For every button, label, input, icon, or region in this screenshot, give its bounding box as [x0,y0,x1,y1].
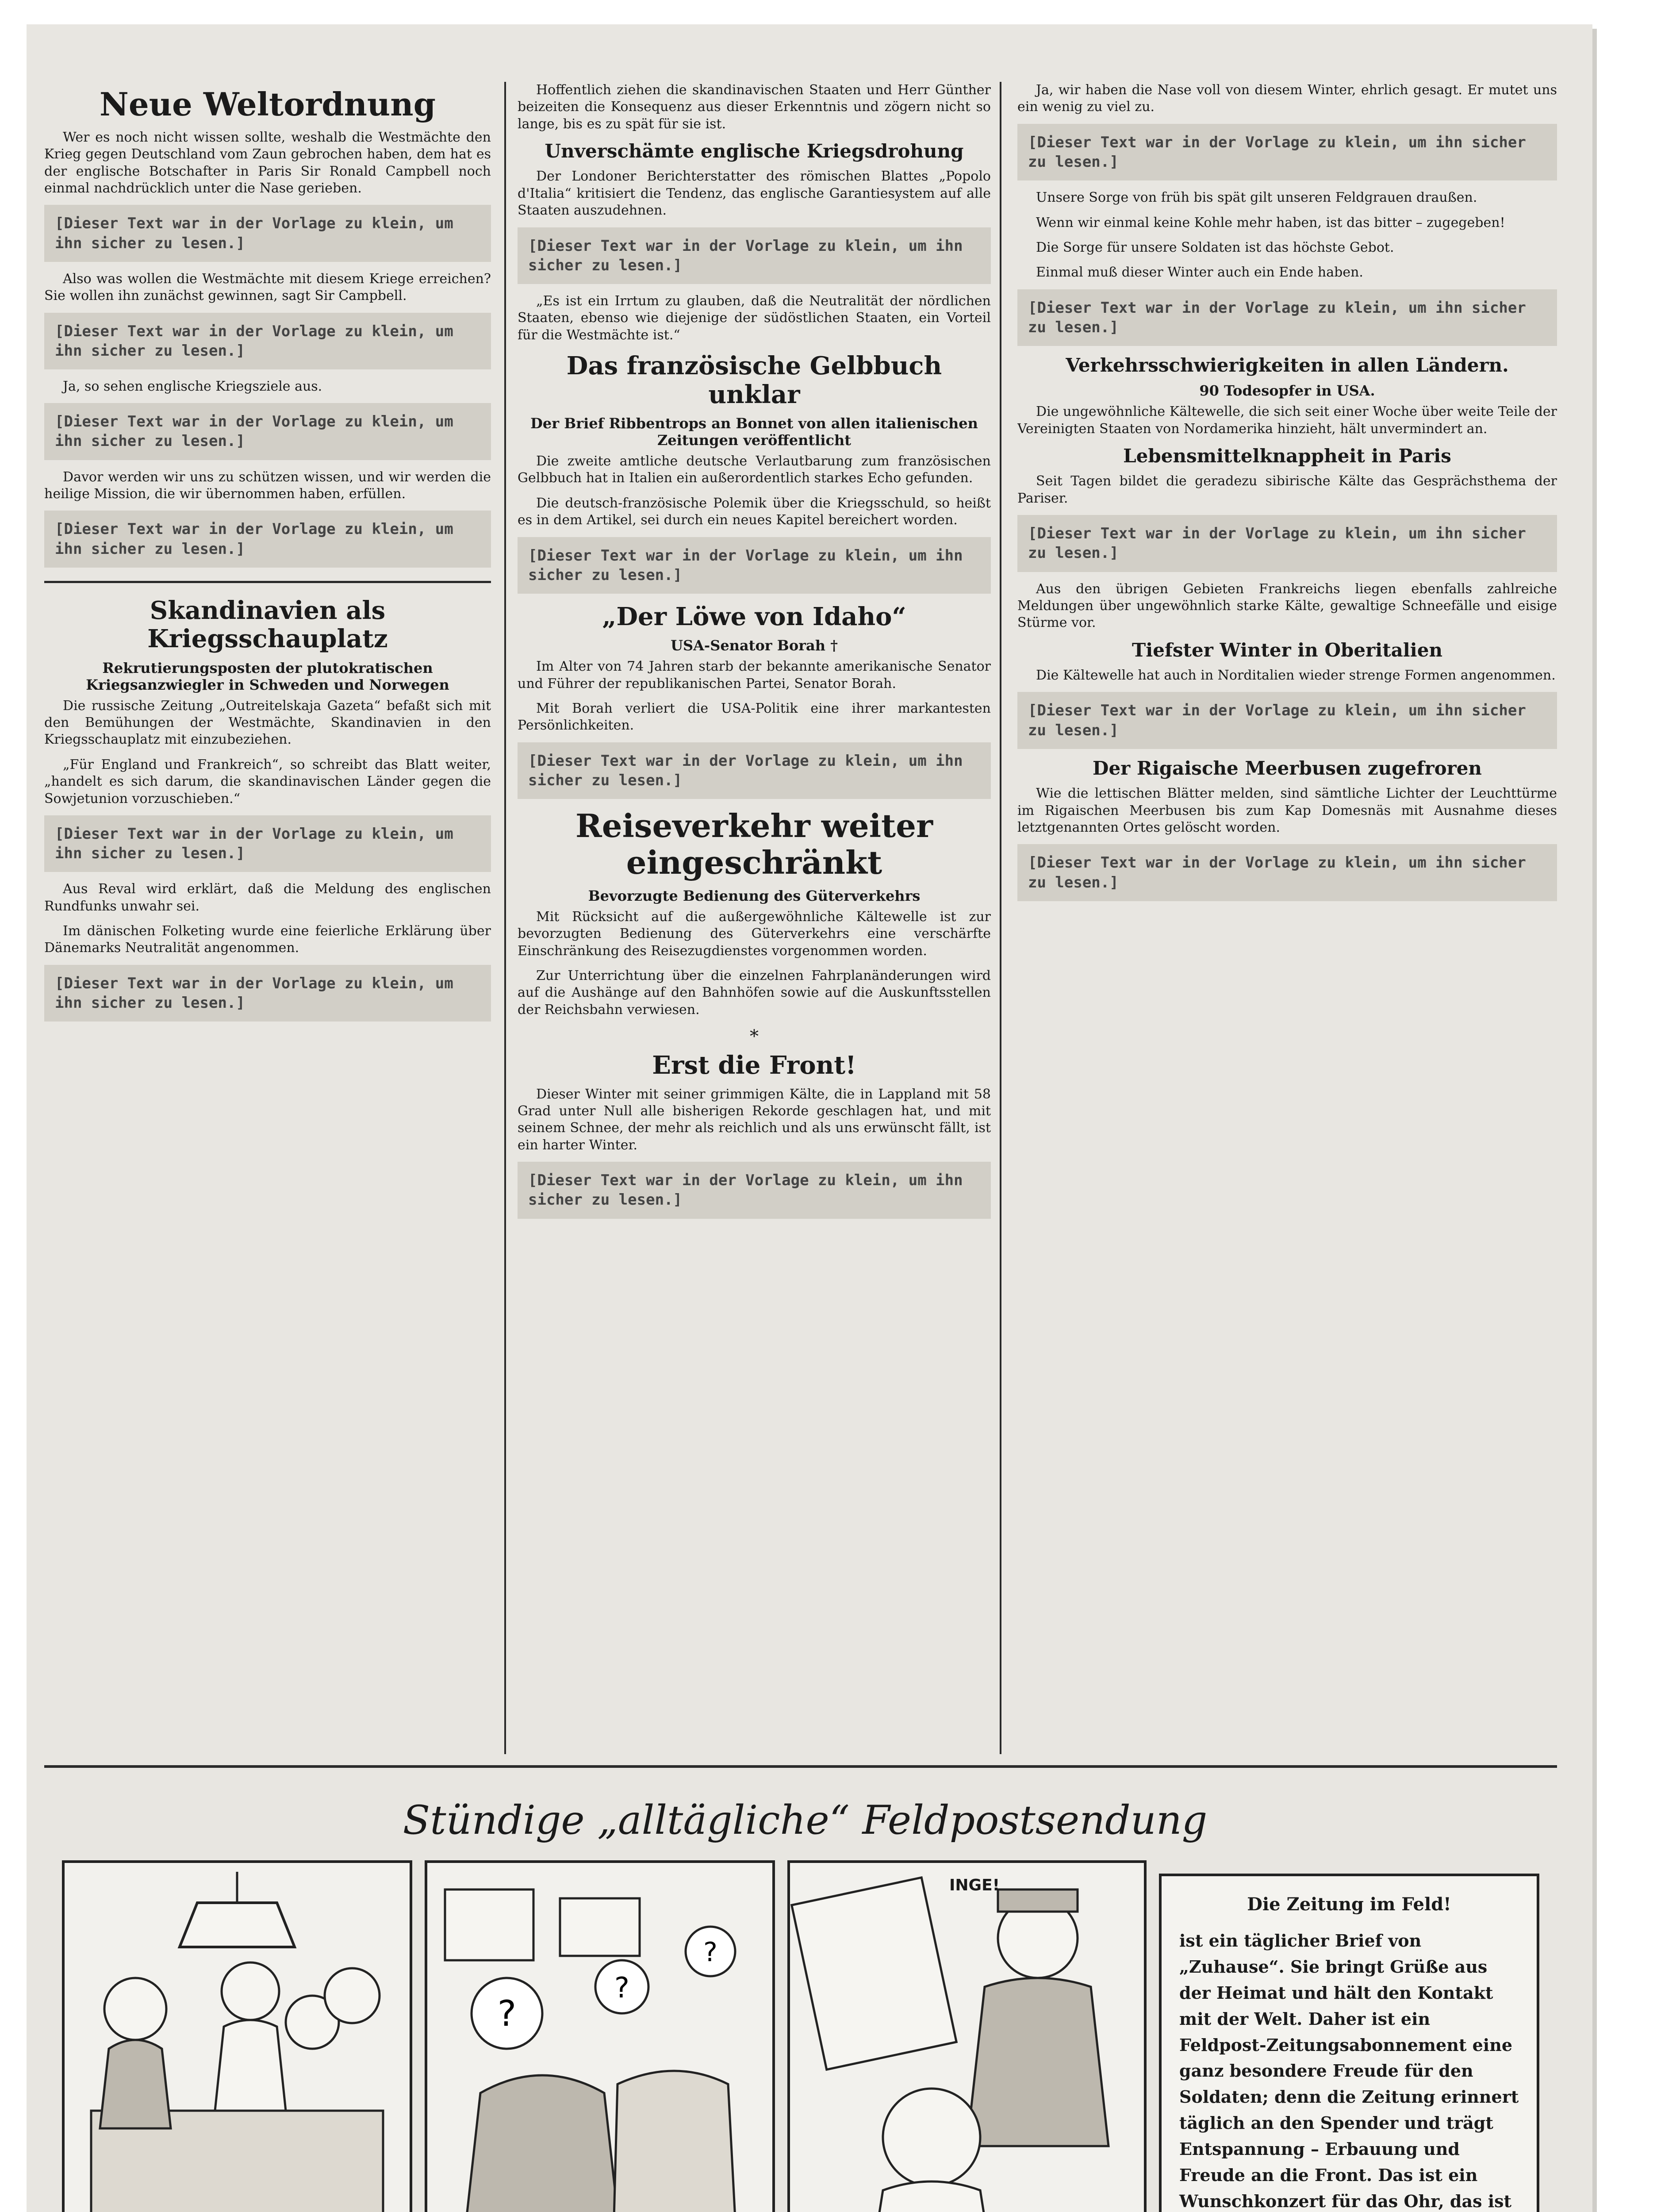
comic-panel-question [425,1860,775,2212]
article-paragraph: Die Sorge für unsere Soldaten ist das höchste Gebot. [1036,239,1394,255]
article-paragraph: Also was wollen die Westmächte mit diesem Kriege erreichen? Sie wollen ihn zunächst gewinnen, sagt Sir Campbell. [44,271,491,304]
article-paragraph: Mit Borah verliert die USA-Politik eine ihrer markantesten Persönlichkeiten. [518,701,991,733]
svg-text:?: ? [703,1937,717,1968]
placeholder-note: [Dieser Text war in der Vorlage zu klein, um ihn sicher zu lesen.] [1017,515,1557,572]
speech-label: INGE! [949,1876,1000,1894]
svg-text:?: ? [497,1993,517,2034]
article-paragraph: Ja, wir haben die Nase voll von diesem Winter, ehrlich gesagt. Er mutet uns ein wenig zu viel zu. [1017,82,1557,115]
placeholder-note: [Dieser Text war in der Vorlage zu klein, um ihn sicher zu lesen.] [518,742,991,799]
article-paragraph: Einmal muß dieser Winter auch ein Ende haben. [1036,265,1363,280]
article-paragraph: Im dänischen Folketing wurde eine feierliche Erklärung über Dänemarks Neutralität angenommen. [44,923,491,956]
article-subtitle: 90 Todesopfer in USA. [1199,382,1375,399]
article-paragraph: Die Kältewelle hat auch in Norditalien wieder strenge Formen angenommen. [1036,668,1556,684]
article-paragraph: Davor werden wir uns zu schützen wissen, und wir werden die heilige Mission, die wir übernommen haben, erfüllen. [44,469,491,502]
article-title: Erst die Front! [652,1051,856,1080]
article-paragraph: Mit Rücksicht auf die außergewöhnliche Kältewelle ist zur bevorzugten Bedienung des Güterverkehrs eine verschärfte Einschränkung des Reisezugdienstes vorgenommen worden. [518,909,991,959]
box-title: Die Zeitung im Feld! [1247,1894,1451,1915]
article-title: Unverschämte englische Kriegsdrohung [545,140,964,162]
article-paragraph: Wer es noch nicht wissen sollte, weshalb die Westmächte den Krieg gegen Deutschland vom Zaun gebrochen haben, dem hat es der englische Botschafter in Paris Sir Ronald Campbell noch einmal nachdrücklich unter die Nase gerieben. [44,129,491,196]
article-paragraph: Ja, so sehen englische Kriegsziele aus. [63,378,322,394]
soldier-illustration [790,1863,1144,2212]
article-paragraph: „Für England und Frankreich“, so schreibt das Blatt weiter, „handelt es sich darum, die skandinavischen Länder gegen die Sowjetunion vorzuschieben.“ [44,757,491,806]
column-3 [1017,82,1557,1750]
question-illustration [427,1863,772,2212]
article-title: Skandinavien als Kriegsschauplatz [147,595,388,654]
article-paragraph: Wenn wir einmal keine Kohle mehr haben, ist das bitter – zugegeben! [1036,215,1505,230]
article-paragraph: Dieser Winter mit seiner grimmigen Kälte, die in Lappland mit 58 Grad unter Null alle bisherigen Rekorde geschlagen hat, und mit seinem Schnee, der mehr als reichlich und als uns erwünscht fällt, ist ein harter Winter. [518,1086,991,1153]
placeholder-note: [Dieser Text war in der Vorlage zu klein, um ihn sicher zu lesen.] [1017,289,1557,346]
article-title: Das französische Gelbbuch unklar [566,351,942,409]
placeholder-note: [Dieser Text war in der Vorlage zu klein, um ihn sicher zu lesen.] [518,1162,991,1218]
column-rule [1000,82,1001,1754]
article-subtitle: USA-Senator Borah † [671,637,838,654]
article-title: Verkehrsschwierigkeiten in allen Ländern. [1066,354,1509,376]
family-illustration [65,1863,410,2212]
placeholder-note: [Dieser Text war in der Vorlage zu klein, um ihn sicher zu lesen.] [1017,692,1557,749]
placeholder-note: [Dieser Text war in der Vorlage zu klein, um ihn sicher zu lesen.] [518,227,991,284]
article-title: Neue Weltordnung [100,85,436,123]
box-text: ist ein täglicher Brief von „Zuhause“. Sie bringt Grüße aus der Heimat und hält den Kontakt mit der Welt. Daher ist ein Feldpost-Zeitungsabonnement eine ganz besondere Freude für den Soldaten; denn die Zeitung erinnert täglich an den Spender und trägt Entspannung – Erbauung und Freude an die Front. Das ist ein Wunschkonzert für das Ohr, das ist [1179,1931,1519,2211]
article-paragraph: Zur Unterrichtung über die einzelnen Fahrplanänderungen wird auf die Aushänge auf den Bahnhöfen sowie auf die Auskunftsstellen der Reichsbahn verwiesen. [518,968,991,1018]
article-paragraph: Aus Reval wird erklärt, daß die Meldung des englischen Rundfunks unwahr sei. [44,881,491,914]
article-paragraph: Wie die lettischen Blätter melden, sind sämtliche Lichter der Leuchttürme im Rigaischen Meerbusen bis zum Kap Domesnäs mit Ausnahme dieses letztgenannten Ortes gelöscht worden. [1017,786,1557,835]
placeholder-note: [Dieser Text war in der Vorlage zu klein, um ihn sicher zu lesen.] [44,965,491,1022]
placeholder-note: [Dieser Text war in der Vorlage zu klein, um ihn sicher zu lesen.] [44,511,491,567]
comic-panel-family [62,1860,412,2212]
placeholder-note: [Dieser Text war in der Vorlage zu klein, um ihn sicher zu lesen.] [44,815,491,872]
placeholder-note: [Dieser Text war in der Vorlage zu klein, um ihn sicher zu lesen.] [1017,844,1557,901]
article-paragraph: Der Londoner Berichterstatter des römischen Blattes „Popolo d'Italia“ kritisiert die Tendenz, das englische Garantiesystem auf alle Staaten auszudehnen. [518,169,991,219]
article-paragraph: Die deutsch-französische Polemik über die Kriegsschuld, so heißt es in dem Artikel, sei durch ein neues Kapitel bereichert worden. [518,495,991,528]
article-paragraph: Die russische Zeitung „Outreitelskaja Gazeta“ befaßt sich mit den Bemühungen der Westmächte, Skandinavien in den Kriegsschauplatz mit einzubeziehen. [44,698,491,748]
article-title: Reiseverkehr weiter eingeschränkt [575,807,933,882]
placeholder-note: [Dieser Text war in der Vorlage zu klein, um ihn sicher zu lesen.] [518,537,991,594]
article-paragraph: „Es ist ein Irrtum zu glauben, daß die Neutralität der nördlichen Staaten, ebenso wie diejenige der südöstlichen Staaten, ein Vorteil für die Westmächte ist.“ [518,293,991,343]
article-subtitle: Der Brief Ribbentrops an Bonnet von allen italienischen Zeitungen veröffentlicht [530,415,978,449]
article-paragraph: Die zweite amtliche deutsche Verlautbarung zum französischen Gelbbuch hat in Italien ein außerordentlich starkes Echo gefunden. [518,453,991,486]
article-title: „Der Löwe von Idaho“ [602,602,906,631]
separator-asterisk: * [750,1026,759,1047]
article-title: Lebensmittelknappheit in Paris [1123,445,1451,467]
comic-panel-soldier [787,1860,1147,2212]
placeholder-note: [Dieser Text war in der Vorlage zu klein, um ihn sicher zu lesen.] [44,403,491,460]
article-title: Tiefster Winter in Oberitalien [1132,639,1442,661]
placeholder-note: [Dieser Text war in der Vorlage zu klein, um ihn sicher zu lesen.] [1017,124,1557,180]
article-paragraph: Die ungewöhnliche Kältewelle, die sich seit einer Woche über weite Teile der Vereinigten Staaten von Nordamerika hinzieht, hält unvermindert an. [1017,404,1557,437]
article-paragraph: Hoffentlich ziehen die skandinavischen Staaten und Herr Günther beizeiten die Konsequenz aus dieser Erkenntnis und zögern nicht so lange, bis es zu spät für sie ist. [518,82,991,132]
comic-banner: Stündige „alltägliche“ Feldpostsendung [403,1797,1208,1843]
placeholder-note: [Dieser Text war in der Vorlage zu klein, um ihn sicher zu lesen.] [44,313,491,369]
subscription-box [1159,1874,1539,2212]
article-paragraph: Im Alter von 74 Jahren starb der bekannte amerikanische Senator und Führer der republikanischen Partei, Senator Borah. [518,659,991,691]
article-subtitle: Rekrutierungsposten der plutokratischen Kriegsanzwiegler in Schweden und Norwegen [86,659,449,693]
column-1 [44,82,491,1750]
article-paragraph: Unsere Sorge von früh bis spät gilt unseren Feldgrauen draußen. [1036,190,1477,206]
placeholder-note: [Dieser Text war in der Vorlage zu klein, um ihn sicher zu lesen.] [44,205,491,261]
article-divider [44,581,491,583]
article-paragraph: Aus den übrigen Gebieten Frankreichs liegen ebenfalls zahlreiche Meldungen über ungewöhnlich starke Kälte, gewaltige Schneefälle und eisige Stürme vor. [1017,581,1557,631]
column-2 [518,82,991,1750]
column-rule [504,82,506,1754]
article-title: Der Rigaische Meerbusen zugefroren [1093,757,1482,779]
article-paragraph: Seit Tagen bildet die geradezu sibirische Kälte das Gesprächsthema der Pariser. [1017,473,1557,506]
newspaper-page [27,24,1592,2212]
article-subtitle: Bevorzugte Bedienung des Güterverkehrs [588,887,921,904]
separator-rule [44,1765,1557,1768]
svg-text:?: ? [614,1972,629,2005]
